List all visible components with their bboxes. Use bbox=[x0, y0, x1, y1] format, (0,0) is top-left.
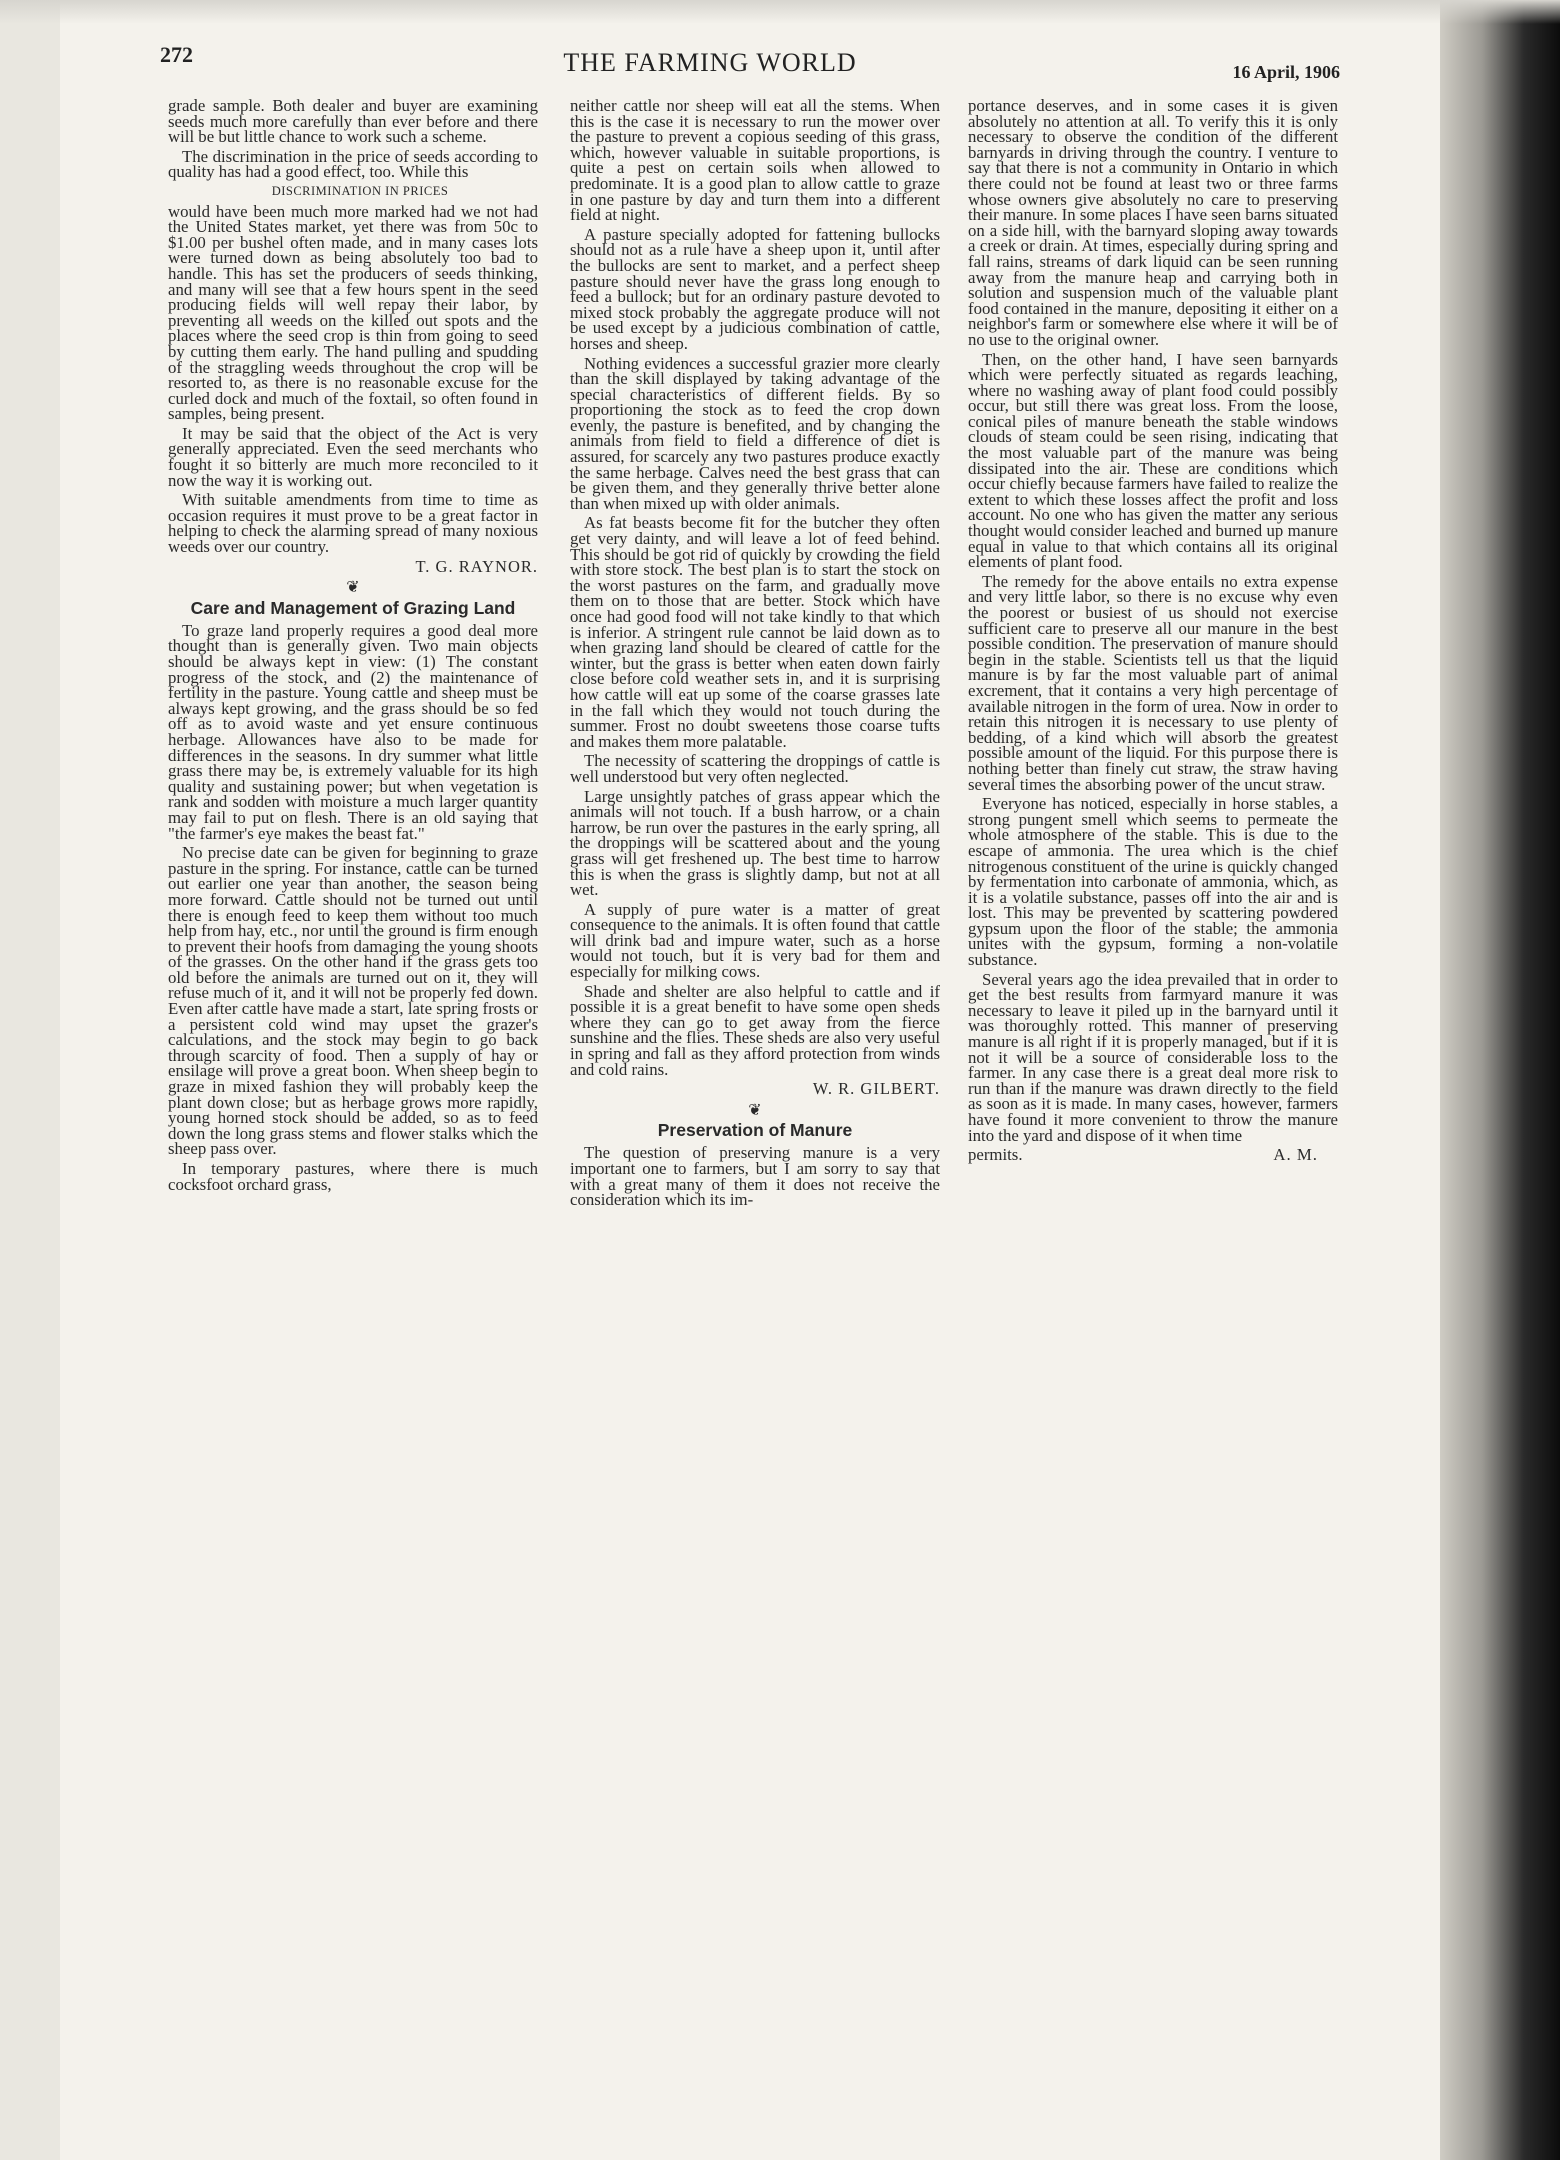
issue-date: 16 April, 1906 bbox=[1232, 62, 1340, 82]
column-2 bbox=[570, 98, 940, 1212]
book-spine-shadow bbox=[1440, 0, 1560, 2160]
paragraph: A pasture specially adopted for fattening bullocks should not as a rule have a sheep upon it, until after the bullocks are sent to market, and a perfect sheep pasture should never have the grass long enough to feed a bullock; but for an ordinary pasture devoted to mixed stock probably the aggregate produce will not be used except by a judicious combination of cattle, horses and sheep. bbox=[570, 224, 940, 353]
paragraph: Several years ago the idea prevailed that in order to get the best results from farmyard manure it was necessary to leave it piled up in the barnyard until it was thoroughly rotted. This manner of preserving manure is all right if it is properly managed, but if it is not it will be a source of considerable loss to the farmer. In any case there is a great deal more risk to run than if the manure was drawn directly to the field as soon as it is made. In many cases, however, farmers have found it more convenient to throw the manure into the yard and dispose of it when time bbox=[968, 969, 1338, 1145]
paragraph: It may be said that the object of the Act is very generally appreciated. Even the seed merchants who fought it so bitterly are much more reconciled to it now the way it is working out. bbox=[168, 423, 538, 490]
paragraph: The discrimination in the price of seeds according to quality has had a good effect, too. While this bbox=[168, 146, 538, 182]
author-signature: A. M. bbox=[1273, 1145, 1318, 1165]
paragraph: No precise date can be given for beginning to graze pasture in the spring. For instance, cattle can be turned out earlier one year than another, the season being more forward. Cattle should not be turned out until there is enough feed to keep them without too much help from hay, etc., nor until the ground is firm enough to prevent their hoofs from damaging the young shoots of the grasses. On the other hand if the grass gets too old before the animals are turned out on it, they will refuse much of it, and it will not be properly fed down. Even after cattle have made a start, late spring frosts or a persistent cold wind may upset the grazer's calculations, and the stock may begin to go back through scarcity of food. Then a supply of hay or ensilage will prove a great boon. When sheep begin to graze in mixed fashion they will probably keep the plant down close; but as herbage grows more rapidly, young horned stock should be added, so as to feed down the long grass stems and flower stalks which the sheep pass over. bbox=[168, 843, 538, 1159]
author-signature: T. G. RAYNOR. bbox=[415, 556, 538, 576]
closing-line bbox=[968, 1147, 1338, 1163]
journal-title: THE FARMING WORLD bbox=[563, 48, 857, 77]
article-title: Preservation of Manure bbox=[657, 1120, 853, 1141]
paragraph: In temporary pastures, where there is much cocksfoot orchard grass, bbox=[168, 1159, 538, 1194]
paragraph: The necessity of scattering the droppings of cattle is well understood but very often neglected. bbox=[570, 751, 940, 786]
article-title: Care and Management of Grazing Land bbox=[190, 597, 516, 618]
paragraph: Large unsightly patches of grass appear which the animals will not touch. If a bush harrow, or a chain harrow, be run over the pastures in the early spring, all the droppings will be scattered about and the young grass will get freshened up. The best time to harrow this is when the grass is slightly damp, but not at all wet. bbox=[570, 786, 940, 900]
paragraph: would have been much more marked had we not had the United States market, yet there was from 50c to $1.00 per bushel often made, and in many cases lots were turned down as being absolutely too bad to handle. This has set the producers of seeds thinking, and many will see that a few hours spent in the seed producing fields will well repay their labor, by preventing all weeds on the killed out spots and the places where the seed crop is thin from going to seed by cutting them early. The hand pulling and spudding of the straggling weeds throughout the crop will be resorted to, as there is no reasonable excuse for the curled dock and much of the foxtail, so often found in samples, being present. bbox=[168, 201, 538, 424]
paragraph: Shade and shelter are also helpful to cattle and if possible it is a great benefit to have some open sheds where they can go to get away from the fierce sunshine and the flies. These sheds are also very useful in spring and fall as they afford protection from winds and cold rains. bbox=[570, 981, 940, 1079]
page-top-edge bbox=[0, 0, 1560, 24]
subheading: DISCRIMINATION IN PRICES bbox=[271, 183, 449, 198]
ornament-icon: ❦ bbox=[748, 1101, 762, 1119]
ornament-icon: ❦ bbox=[346, 579, 360, 597]
paragraph: neither cattle nor sheep will eat all the stems. When this is the case it is necessary to run the mower over the pasture to prevent a copious seeding of this grass, which, however valuable in suitable proportions, is quite a pest on certain soils when allowed to predominate. It is a good plan to allow cattle to graze in one pasture by day and turn them into a different field at night. bbox=[570, 96, 940, 225]
column-3 bbox=[968, 98, 1338, 1167]
paragraph: To graze land properly requires a good deal more thought than is generally given. Two main objects should be always kept in view: (1) The constant progress of the stock, and (2) the maintenance of fertility in the pasture. Young cattle and sheep must be always kept growing, and the grass should be so fed off as to avoid waste and yet ensure continuous herbage. Allowances have also to be made for differences in the seasons. In dry summer what little grass there may be, is extremely valuable for its high quality and sustaining power; but when vegetation is rank and sodden with moisture a much larger quantity may fail to put on flesh. There is an old saying that "the farmer's eye makes the beast fat." bbox=[168, 620, 538, 843]
paragraph: Nothing evidences a successful grazier more clearly than the skill displayed by taking advantage of the special characteristics of different fields. By so proportioning the stock as to feed the crop down evenly, the pasture is benefited, and by changing the animals from field to field a difference of diet is assured, for scarcely any two pastures produce exactly the same herbage. Calves need the best grass that can be given them, and they generally thrive better alone than when mixed up with older animals. bbox=[570, 353, 940, 513]
page-number: 272 bbox=[160, 42, 193, 67]
paragraph: A supply of pure water is a matter of great consequence to the animals. It is often found that cattle will drink bad and impure water, such as a horse would not touch, but it is very bad for them and especially for milking cows. bbox=[570, 899, 940, 982]
paragraph: grade sample. Both dealer and buyer are examining seeds much more carefully than ever before and there will be but little chance to work such a scheme. bbox=[168, 96, 538, 147]
paragraph: The question of preserving manure is a very important one to farmers, but I am sorry to say that with a great many of them it does not receive the consideration which its im- bbox=[570, 1143, 940, 1210]
paragraph: As fat beasts become fit for the butcher they often get very dainty, and will leave a lot of feed behind. This should be got rid of quickly by crowding the field with store stock. The best plan is to start the stock on the worst pastures on the farm, and gradually move them on to those that are better. Stock which have once had good food will not take kindly to that which is inferior. A stringent rule cannot be laid down as to when grazing land should be cleared of cattle for the winter, but the grass is better when eaten down fairly close before cold weather sets in, and it is surprising how cattle will eat up some of the coarse grasses late in the fall which they would not touch during the summer. Frost no doubt sweetens those coarse tufts and makes them more palatable. bbox=[570, 513, 940, 751]
paragraph: The remedy for the above entails no extra expense and very little labor, so there is no excuse why even the poorest or busiest of us should not exercise sufficient care to preserve all our manure in the best possible condition. The preservation of manure should begin in the stable. Scientists tell us that the liquid manure is by far the most valuable part of animal excrement, that it contains a very high percentage of available nitrogen in the form of urea. Now in order to retain this nitrogen it is necessary to use plenty of bedding, of a kind which will absorb the greatest possible amount of the liquid. For this purpose there is nothing better than finely cut straw, the straw having several times the absorbing power of the uncut straw. bbox=[968, 571, 1338, 794]
author-signature: W. R. GILBERT. bbox=[812, 1079, 940, 1099]
paragraph: With suitable amendments from time to time as occasion requires it must prove to be a great factor in helping to check the alarming spread of many noxious weeds over our country. bbox=[168, 490, 538, 557]
paragraph-end: permits. bbox=[968, 1145, 1023, 1165]
paragraph: Then, on the other hand, I have seen barnyards which were perfectly situated as regards leaching, where no washing away of plant food could possibly occur, but still there was great loss. From the loose, conical piles of manure beneath the stable windows clouds of steam could be seen rising, indicating that the most valuable part of the manure was being dissipated into the air. These are conditions which occur chiefly because farmers have failed to realize the extent to which these losses affect the profit and loss account. No one who has given the matter any serious thought would consider leached and burned up manure equal in value to that which contains all its original elements of plant food. bbox=[968, 349, 1338, 572]
paragraph: Everyone has noticed, especially in horse stables, a strong pungent smell which seems to permeate the whole atmosphere of the stable. This is due to the escape of ammonia. The urea which is the chief nitrogenous constituent of the urine is quickly changed by fermentation into carbonate of ammonia, which, as it is a volatile substance, passes off into the air and is lost. This may be prevented by scattering powdered gypsum upon the floor of the stable; the ammonia unites with the gypsum, forming a non-volatile substance. bbox=[968, 794, 1338, 970]
paragraph: portance deserves, and in some cases it is given absolutely no attention at all. To verify this it is only necessary to observe the condition of the different barnyards in driving through the country. I venture to say that there is not a community in Ontario in which there could not be found at least two or three farms whose owners give absolutely no care to preserving their manure. In some places I have seen barns situated on a side hill, with the barnyard sloping away towards a creek or drain. At times, especially during spring and fall rains, streams of dark liquid can be seen running away from the manure heap and carrying both in solution and suspension much of the valuable plant food contained in the manure, depositing it either on a neighbor's farm or somewhere else where it will be of no use to the original owner. bbox=[968, 96, 1338, 349]
column-1 bbox=[168, 98, 538, 1196]
page-header bbox=[100, 38, 1340, 98]
